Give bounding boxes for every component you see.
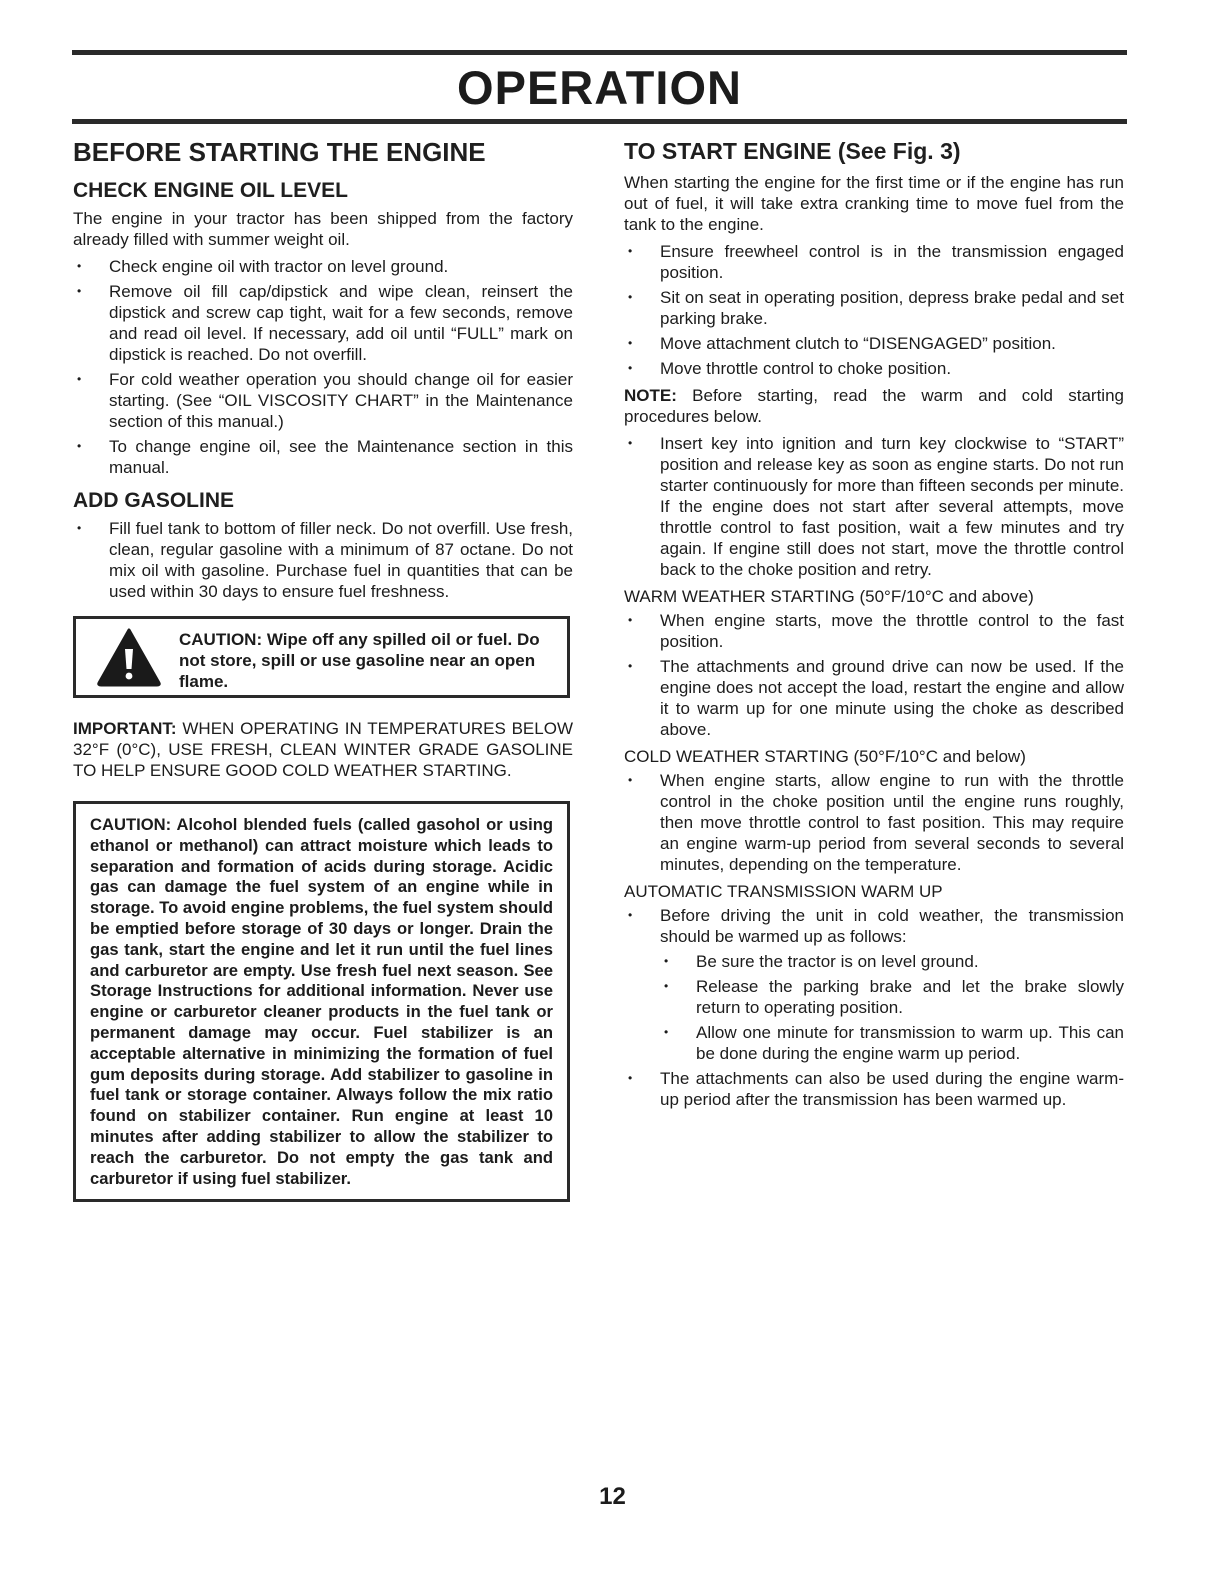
caution-text-flame: CAUTION: Wipe off any spilled oil or fuel. Do not store, spill or use gasoline near an open flame. bbox=[179, 630, 540, 691]
list-item: • Move throttle control to choke position. bbox=[624, 358, 1124, 379]
section-heading-start-engine: TO START ENGINE (See Fig. 3) bbox=[624, 138, 961, 164]
oil-intro: The engine in your tractor has been shipped from the factory already filled with summer weight oil. bbox=[73, 209, 573, 249]
caution-box-alcohol-fuels: CAUTION: Alcohol blended fuels (called gasohol or using ethanol or methanol) can attract moisture which leads to separation and formation of acids during storage. Acidic gas can damage the fuel system of an engine while in storage. To avoid engine problems, the fuel system should be emptied before storage of 30 days or longer. Drain the gas tank, start the engine and let it run until the fuel lines and carburetor are empty. Use fresh fuel next season. See Storage Instructions for additional information. Never use engine or carburetor cleaner products in the fuel tank or permanent damage may occur. Fuel stabilizer is an acceptable alternative in minimizing the formation of fuel gum deposits during storage. Add stabilizer to gasoline in fuel tank or storage container. Always follow the mix ratio found on stabilizer container. Run engine at least 10 minutes after adding stabilizer to allow the stabilizer to reach the carburetor. Do not empty the gas tank and carburetor if using fuel stabilizer. bbox=[73, 801, 570, 1202]
warning-triangle-icon bbox=[96, 627, 162, 687]
list-item: • Allow one minute for transmission to warm up. This can be done during the engine warm up period. bbox=[624, 1022, 1124, 1064]
warm-bullet-list bbox=[624, 610, 1124, 740]
transmission-final-list bbox=[624, 1068, 1124, 1110]
page-number: 12 bbox=[599, 1483, 626, 1510]
right-column bbox=[624, 136, 1124, 1116]
important-text: WHEN OPERATING IN TEMPERATURES BELOW 32°F (0°C), USE FRESH, CLEAN WINTER GRADE GASOLINE TO HELP ENSURE GOOD COLD WEATHER STARTING. bbox=[73, 719, 573, 780]
caution-box-flame bbox=[73, 616, 570, 698]
list-item: • Release the parking brake and let the brake slowly return to operating position. bbox=[624, 976, 1124, 1018]
key-bullet-list bbox=[624, 433, 1124, 580]
list-item: • Fill fuel tank to bottom of filler neck. Do not overfill. Use fresh, clean, regular gasoline with a minimum of 87 octane. Do not mix oil with gasoline. Purchase fuel in quantities that can be used within 30 days to ensure fuel freshness. bbox=[73, 518, 573, 602]
check-oil-section bbox=[73, 178, 573, 478]
cold-weather-heading: COLD WEATHER STARTING (50°F/10°C and below) bbox=[624, 747, 1026, 766]
list-item: • Move attachment clutch to “DISENGAGED” position. bbox=[624, 333, 1124, 354]
list-item: • When engine starts, move the throttle control to the fast position. bbox=[624, 610, 1124, 652]
transmission-bullet-list bbox=[624, 905, 1124, 947]
list-item: • Check engine oil with tractor on level ground. bbox=[73, 256, 573, 277]
oil-bullet-list bbox=[73, 256, 573, 478]
page-title: OPERATION bbox=[457, 61, 742, 114]
left-column bbox=[73, 136, 573, 1202]
start-bullet-list bbox=[624, 241, 1124, 379]
list-item: • When engine starts, allow engine to run with the throttle control in the choke position until the engine runs roughly, then move throttle control to fast position. This may require an engine warm-up period from several seconds to several minutes, depending on the temperature. bbox=[624, 770, 1124, 875]
list-item: • The attachments can also be used during the engine warm-up period after the transmission has been warmed up. bbox=[624, 1068, 1124, 1110]
list-item: • Ensure freewheel control is in the transmission engaged position. bbox=[624, 241, 1124, 283]
list-item: • For cold weather operation you should change oil for easier starting. (See “OIL VISCOSITY CHART” in the Maintenance section of this manual.) bbox=[73, 369, 573, 432]
note-label: NOTE: bbox=[624, 386, 677, 405]
transmission-warmup-heading: AUTOMATIC TRANSMISSION WARM UP bbox=[624, 882, 943, 901]
cold-bullet-list bbox=[624, 770, 1124, 875]
gas-bullet-list bbox=[73, 518, 573, 602]
list-item: • Sit on seat in operating position, depress brake pedal and set parking brake. bbox=[624, 287, 1124, 329]
subheading-add-gasoline: ADD GASOLINE bbox=[73, 489, 235, 512]
list-item: • Be sure the tractor is on level ground. bbox=[624, 951, 1124, 972]
list-item: • Remove oil fill cap/dipstick and wipe clean, reinsert the dipstick and screw cap tight, wait for a few seconds, remove and read oil level. If necessary, add oil until “FULL” mark on dipstick is reached. Do not overfill. bbox=[73, 281, 573, 365]
note-paragraph bbox=[624, 385, 1124, 427]
list-item: • To change engine oil, see the Maintenance section in this manual. bbox=[73, 436, 573, 478]
important-label: IMPORTANT: bbox=[73, 719, 177, 738]
add-gasoline-section bbox=[73, 488, 573, 602]
list-item: • Insert key into ignition and turn key clockwise to “START” position and release key as soon as engine starts. Do not run starter continuously for more than fifteen seconds per minute. If the engine does not start after several attempts, move throttle control to fast position, wait a few minutes and try again. If engine still does not start, move the throttle control back to the choke position and retry. bbox=[624, 433, 1124, 580]
note-text: Before starting, read the warm and cold starting procedures below. bbox=[624, 386, 1124, 426]
warm-weather-heading: WARM WEATHER STARTING (50°F/10°C and above) bbox=[624, 587, 1034, 606]
transmission-sub-list bbox=[624, 951, 1124, 1064]
title-bottom-rule bbox=[72, 119, 1127, 124]
list-item: • The attachments and ground drive can now be used. If the engine does not accept the load, restart the engine and allow it to warm up for one minute using the choke as described above. bbox=[624, 656, 1124, 740]
top-rule bbox=[72, 50, 1127, 55]
start-intro: When starting the engine for the first time or if the engine has run out of fuel, it will take extra cranking time to move fuel from the tank to the engine. bbox=[624, 173, 1124, 234]
subheading-check-oil: CHECK ENGINE OIL LEVEL bbox=[73, 179, 348, 202]
section-heading-before-starting: BEFORE STARTING THE ENGINE bbox=[73, 137, 486, 167]
list-item: • Before driving the unit in cold weather, the transmission should be warmed up as follows: bbox=[624, 905, 1124, 947]
important-notice bbox=[73, 718, 573, 781]
